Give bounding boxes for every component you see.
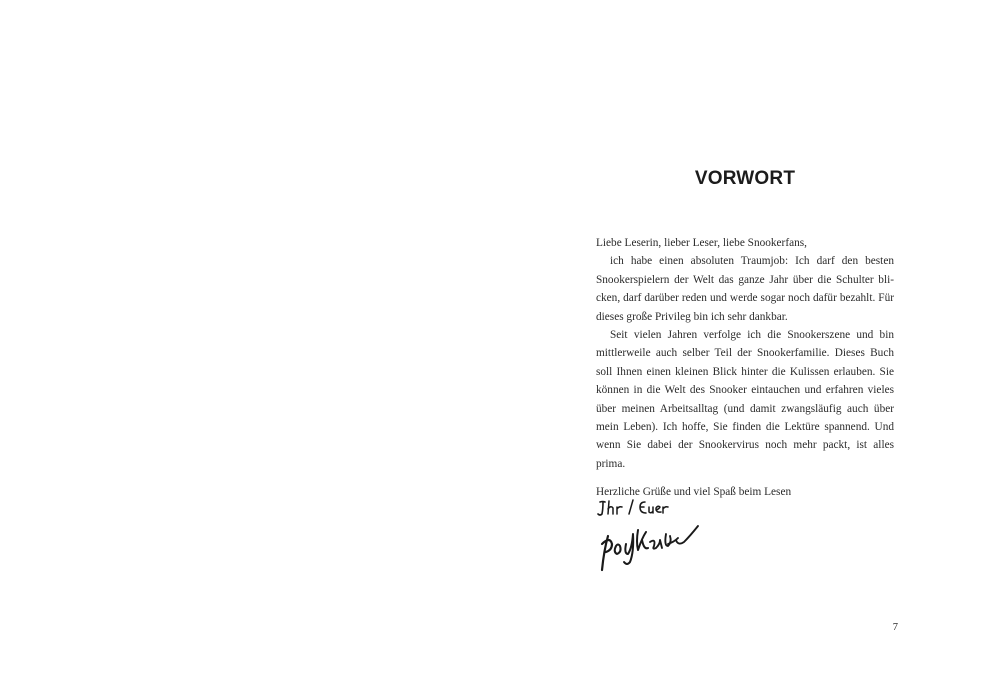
page-number: 7 (892, 622, 898, 633)
salutation: Liebe Leserin, lieber Leser, liebe Snookerfans, (596, 237, 807, 249)
paragraph-2: Seit vielen Jahren verfolge ich die Snookerszene und bin mittlerweile auch selber Teil der Snookerfamilie. Dieses Buch soll Ihnen einen kleinen Blick hinter die Kulissen erlauben. Sie können in die Welt des Snooker eintauchen und erfahren vieles über meinen Arbeitsalltag (und damit zwangsläufig auch über mein Leben). Ich hoffe, Sie finden die Lektüre spannend. Und wenn Sie dabei der Snookervirus noch mehr packt, ist alles prima. (596, 329, 894, 470)
paragraph-1: ich habe einen absoluten Traumjob: Ich darf den besten Snookerspielern der Welt das ganze Jahr über die Schulter blicken, darf darüber reden und werde sogar noch dafür bezahlt. Für dieses große Privileg bin ich sehr dankbar. (596, 255, 894, 323)
chapter-title: VORWORT (694, 168, 796, 189)
closing-line: Herzliche Grüße und viel Spaß beim Lesen (596, 486, 792, 499)
foreword-text (596, 234, 894, 502)
handwritten-signature (594, 492, 714, 578)
